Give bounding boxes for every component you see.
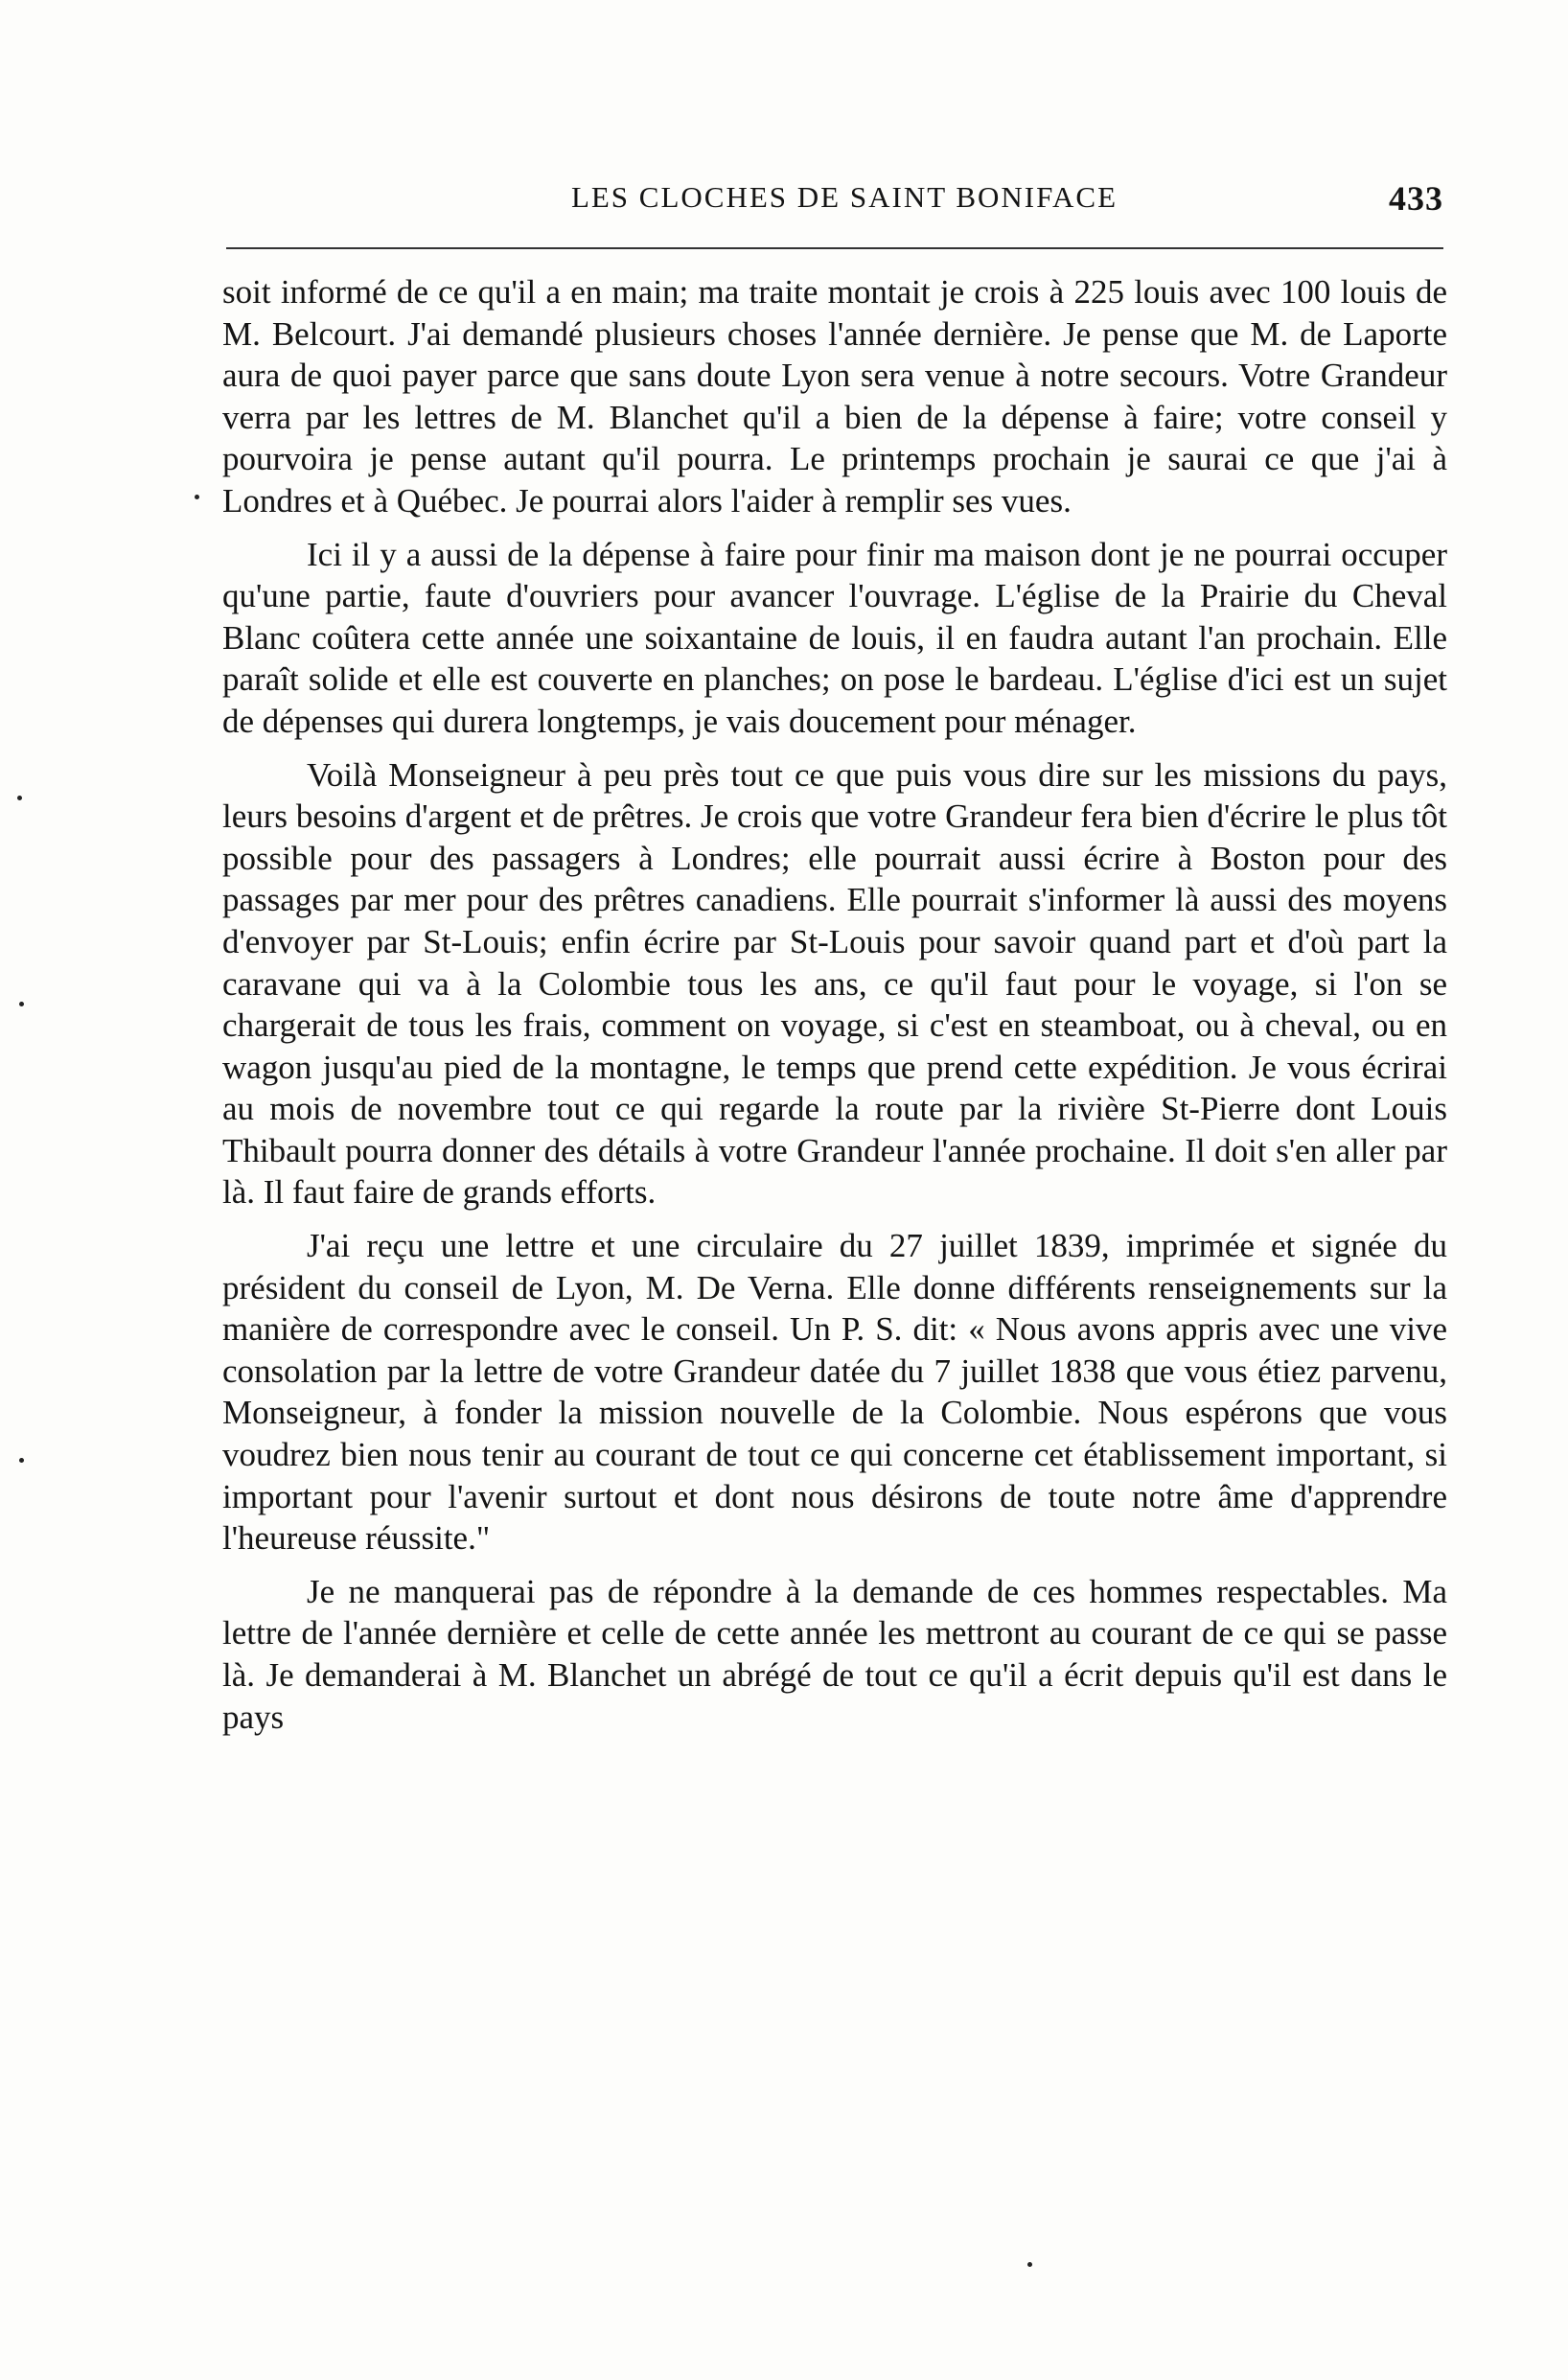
paragraph: J'ai reçu une lettre et une circulaire du 27 juillet 1839, imprimée et signée du président du conseil de Lyon, M. De Verna. Elle donne différents renseignements sur la manière de correspondre avec le conseil. Un P. S. dit: « Nous avons appris avec une vive consolation par la lettre de votre Grandeur datée du 7 juillet 1838 que vous étiez parvenu, Monseigneur, à fonder la mission nouvelle de la Colombie. Nous espérons que vous voudrez bien nous tenir au courant de tout ce qui concerne cet établissement important, si important pour l'avenir surtout et dont nous désirons de toute notre âme d'apprendre l'heureuse réussite." <box>222 1227 1447 1558</box>
paragraph: Je ne manquerai pas de répondre à la demande de ces hommes respectables. Ma lettre de l'année dernière et celle de cette année les mettront au courant de ce qui se passe là. Je demanderai à M. Blanchet un abrégé de tout ce qu'il a écrit depuis qu'il est dans le pays <box>222 1572 1447 1736</box>
ink-speck <box>195 495 199 499</box>
ink-speck <box>19 1458 24 1463</box>
ink-speck <box>19 1002 24 1006</box>
paragraph: Ici il y a aussi de la dépense à faire pour finir ma maison dont je ne pourrai occuper qu'une partie, faute d'ouvriers pour avancer l'ouvrage. L'église de la Prairie du Cheval Blanc coûtera cette année une soixantaine de louis, il en faudra autant l'an prochain. Elle paraît solide et elle est couverte en planches; on pose le bardeau. L'église d'ici est un sujet de dépenses qui durera longtemps, je vais doucement pour ménager. <box>222 535 1447 740</box>
running-title: LES CLOCHES DE SAINT BONIFACE <box>570 180 1118 214</box>
ink-speck <box>1027 2262 1032 2267</box>
running-head <box>226 180 1443 228</box>
paragraph: Voilà Monseigneur à peu près tout ce que puis vous dire sur les missions du pays, leurs besoins d'argent et de prêtres. Je crois que votre Grandeur fera bien d'écrire le plus tôt possible pour des passagers à Londres; elle pourrait aussi écrire à Boston pour des passages par mer pour des prêtres canadiens. Elle pourrait s'informer là aussi des moyens d'envoyer par St-Louis; enfin écrire par St-Louis pour savoir quand part et d'où part la caravane qui va à la Colombie tous les ans, ce qu'il faut pour le voyage, si l'on se chargerait de tous les frais, comment on voyage, si c'est en steamboat, ou à cheval, ou en wagon jusqu'au pied de la montagne, le temps que prend cette expédition. Je vous écrirai au mois de novembre tout ce qui regarde la route par la rivière St-Pierre dont Louis Thibault pourra donner des détails à votre Grandeur l'année prochaine. Il doit s'en aller par là. Il faut faire de grands efforts. <box>222 755 1447 1212</box>
header-rule <box>226 247 1443 249</box>
ink-speck <box>17 796 22 800</box>
paragraph-continuation: soit informé de ce qu'il a en main; ma traite montait je crois à 225 louis avec 100 louis de M. Belcourt. J'ai demandé plusieurs choses l'année dernière. Je pense que M. de Laporte aura de quoi payer parce que sans doute Lyon sera venue à notre secours. Votre Grandeur verra par les lettres de M. Blanchet qu'il a bien de la dépense à faire; votre conseil y pourvoira je pense autant qu'il pourra. Le printemps prochain je saurai ce que j'ai à Londres et à Québec. Je pourrai alors l'aider à remplir ses vues. <box>222 273 1447 520</box>
body-text <box>222 271 1447 1749</box>
page-number: 433 <box>1389 179 1443 218</box>
